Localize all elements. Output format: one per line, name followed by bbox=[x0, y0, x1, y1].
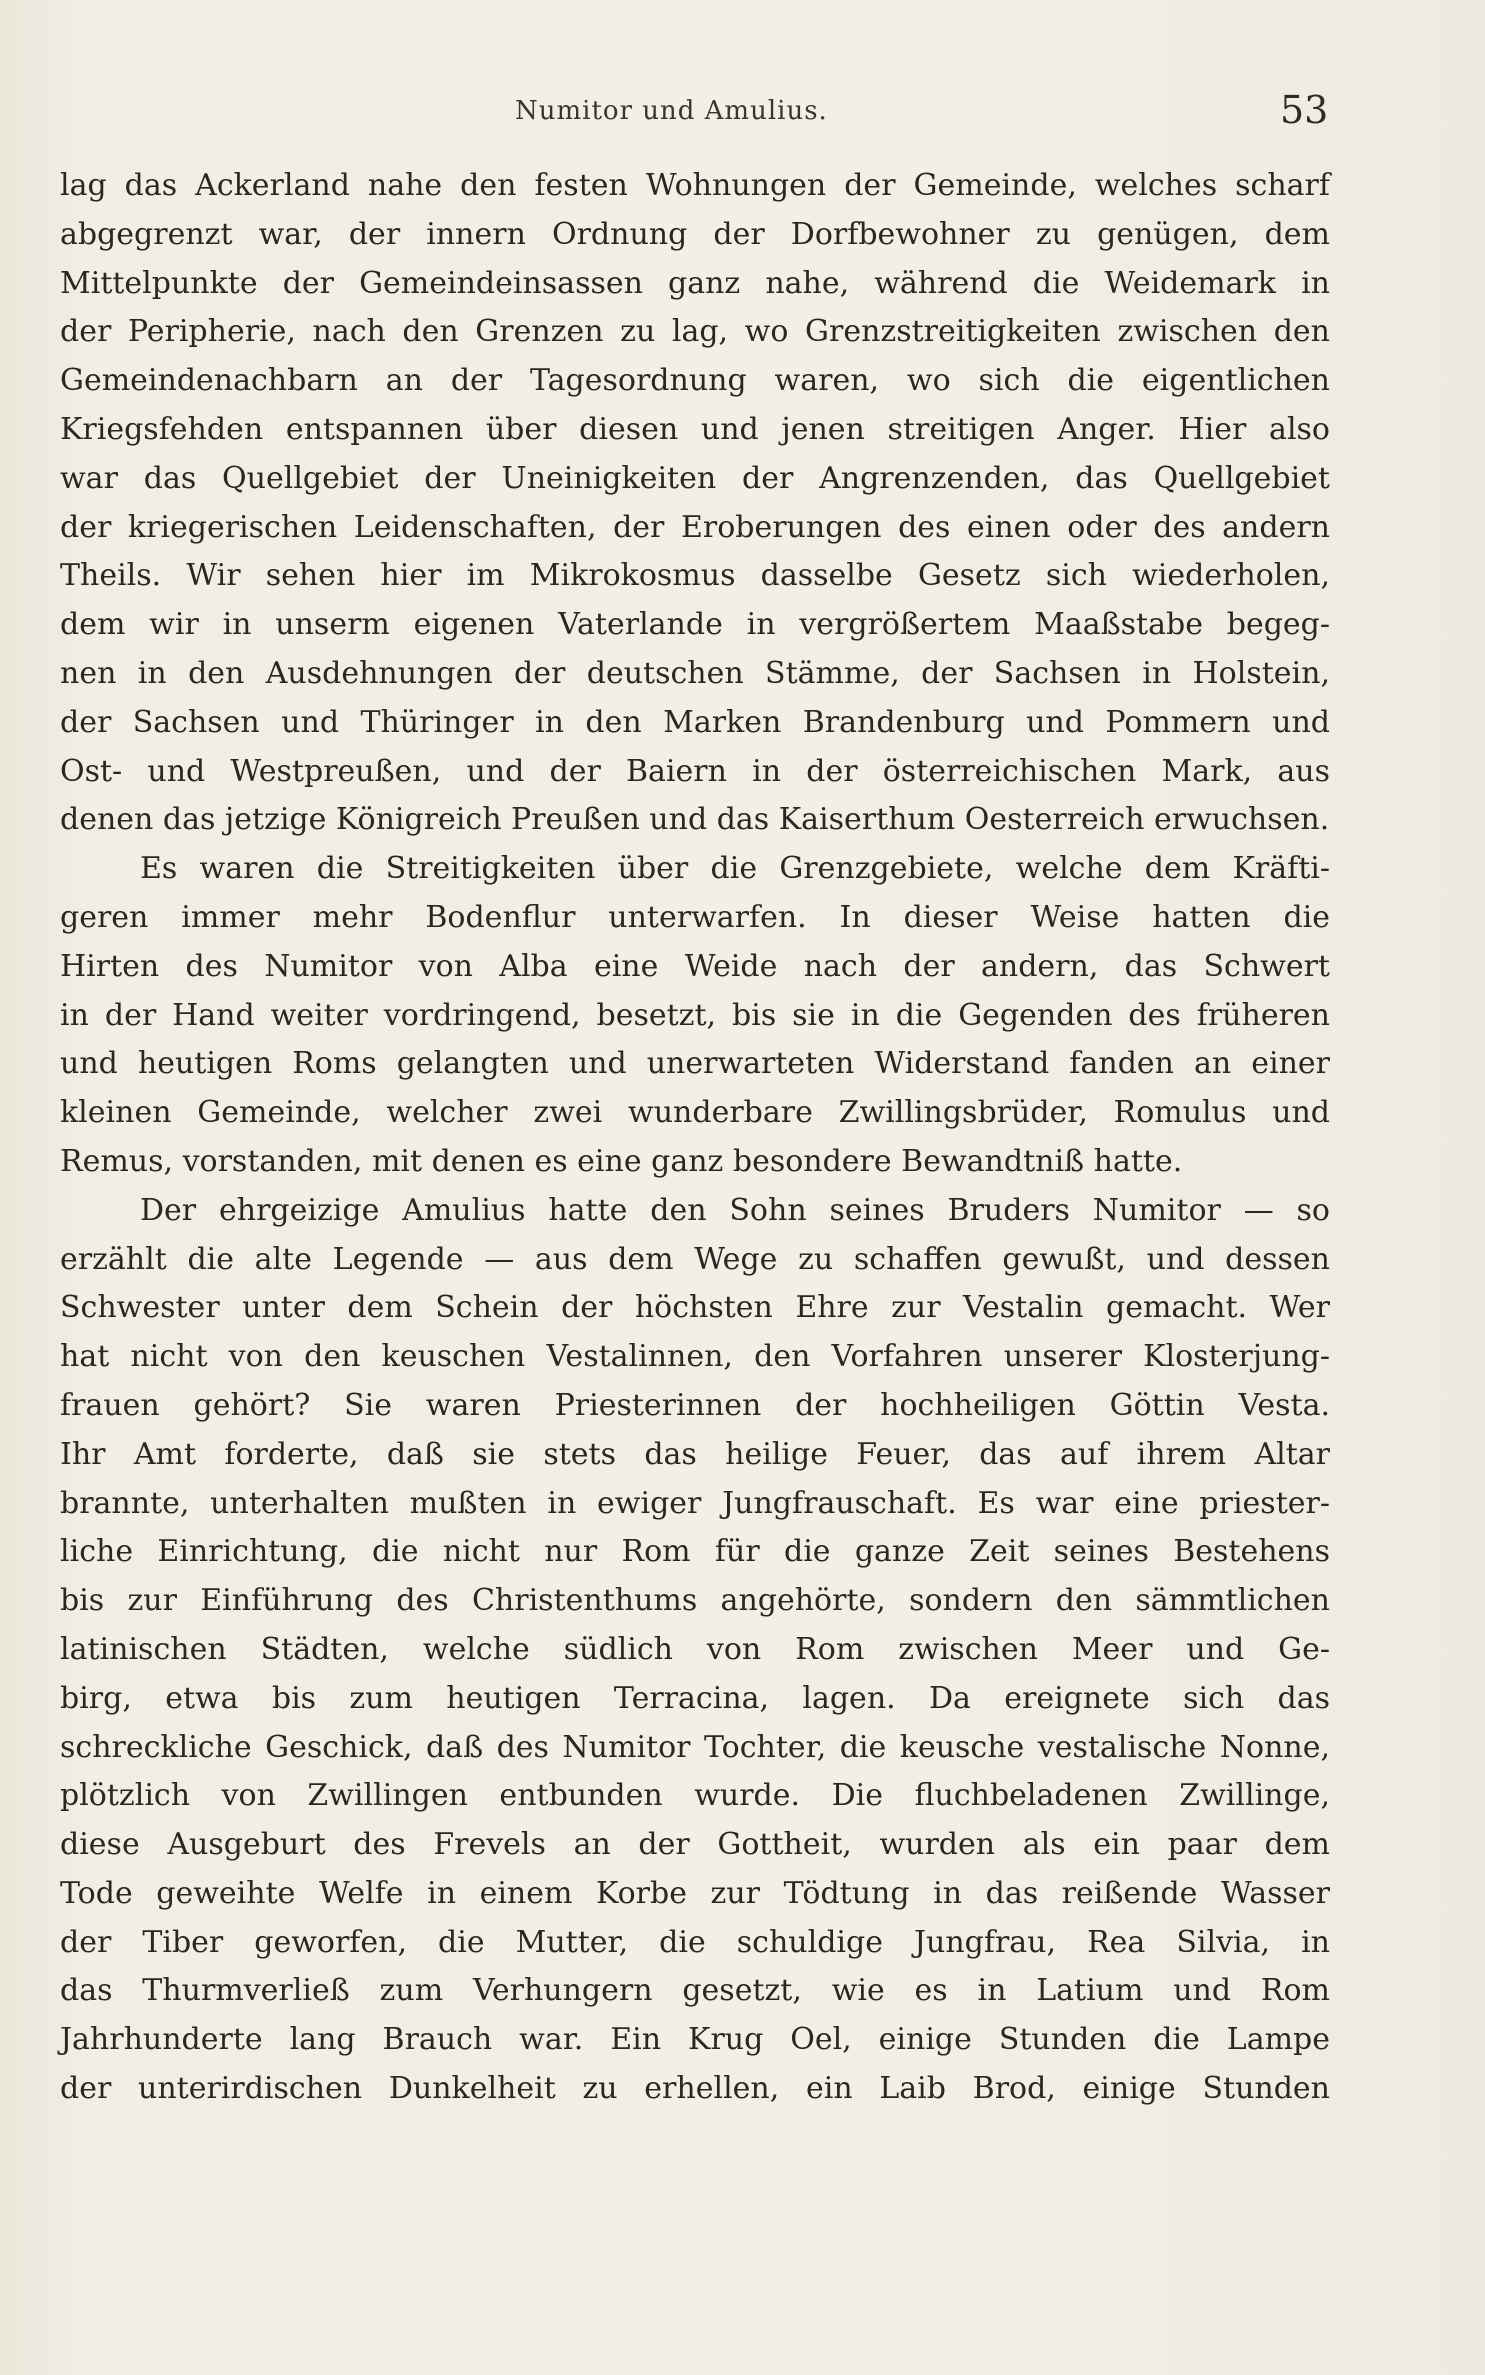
running-title: Numitor und Amulius. bbox=[515, 96, 828, 126]
text-line: Es waren die Streitigkeiten über die Grenzgebiete, welche dem Kräfti- bbox=[140, 851, 1330, 887]
text-line: hat nicht von den keuschen Vestalinnen, den Vorfahren unserer Klosterjung- bbox=[60, 1339, 1330, 1375]
text-line: dem wir in unserm eigenen Vaterlande in vergrößertem Maaßstabe begeg- bbox=[60, 607, 1330, 643]
text-line: geren immer mehr Bodenflur unterwarfen. In dieser Weise hatten die bbox=[60, 899, 1330, 935]
text-line: Ost- und Westpreußen, und der Baiern in der österreichischen Mark, aus bbox=[60, 753, 1330, 789]
text-line: kleinen Gemeinde, welcher zwei wunderbare Zwillingsbrüder, Romulus und bbox=[60, 1095, 1330, 1131]
text-line: Gemeindenachbarn an der Tagesordnung waren, wo sich die eigentlichen bbox=[60, 363, 1330, 399]
text-line: Ihr Amt forderte, daß sie stets das heilige Feuer, das auf ihrem Altar bbox=[60, 1436, 1330, 1472]
text-line: schreckliche Geschick, daß des Numitor Tochter, die keusche vestalische Nonne, bbox=[60, 1729, 1330, 1765]
body-text bbox=[60, 162, 1330, 2114]
text-line: der Tiber geworfen, die Mutter, die schuldige Jungfrau, Rea Silvia, in bbox=[60, 1924, 1330, 1960]
text-line: Der ehrgeizige Amulius hatte den Sohn seines Bruders Numitor — so bbox=[140, 1192, 1330, 1228]
text-line: bis zur Einführung des Christenthums angehörte, sondern den sämmtlichen bbox=[60, 1583, 1330, 1619]
text-line: plötzlich von Zwillingen entbunden wurde. Die fluchbeladenen Zwillinge, bbox=[60, 1778, 1330, 1814]
text-line: in der Hand weiter vordringend, besetzt, bis sie in die Gegenden des früheren bbox=[60, 997, 1330, 1033]
text-line: und heutigen Roms gelangten und unerwarteten Widerstand fanden an einer bbox=[60, 1046, 1330, 1082]
text-line: latinischen Städten, welche südlich von Rom zwischen Meer und Ge- bbox=[60, 1631, 1330, 1667]
text-line: Remus, vorstanden, mit denen es eine ganz besondere Bewandtniß hatte. bbox=[60, 1143, 1183, 1179]
text-line: Mittelpunkte der Gemeindeinsassen ganz nahe, während die Weidemark in bbox=[60, 265, 1330, 301]
text-line: das Thurmverließ zum Verhungern gesetzt, wie es in Latium und Rom bbox=[60, 1973, 1330, 2009]
text-line: lag das Ackerland nahe den festen Wohnungen der Gemeinde, welches scharf bbox=[60, 168, 1330, 203]
text-line: Tode geweihte Welfe in einem Korbe zur Tödtung in das reißende Wasser bbox=[60, 1875, 1330, 1911]
text-line: frauen gehört? Sie waren Priesterinnen der hochheiligen Göttin Vesta. bbox=[60, 1387, 1330, 1423]
text-line: der kriegerischen Leidenschaften, der Eroberungen des einen oder des andern bbox=[60, 509, 1330, 545]
text-line: diese Ausgeburt des Frevels an der Gottheit, wurden als ein paar dem bbox=[60, 1827, 1330, 1863]
text-line: liche Einrichtung, die nicht nur Rom für die ganze Zeit seines Bestehens bbox=[60, 1534, 1330, 1570]
text-line: der Peripherie, nach den Grenzen zu lag, wo Grenzstreitigkeiten zwischen den bbox=[60, 314, 1330, 350]
text-line: abgegrenzt war, der innern Ordnung der Dorfbewohner zu genügen, dem bbox=[60, 216, 1330, 252]
text-line: Jahrhunderte lang Brauch war. Ein Krug Oel, einige Stunden die Lampe bbox=[60, 2022, 1330, 2058]
running-head bbox=[0, 86, 1485, 136]
text-line: Schwester unter dem Schein der höchsten Ehre zur Vestalin gemacht. Wer bbox=[60, 1290, 1330, 1326]
text-line: Theils. Wir sehen hier im Mikrokosmus dasselbe Gesetz sich wiederholen, bbox=[60, 558, 1330, 594]
text-line: der Sachsen und Thüringer in den Marken Brandenburg und Pommern und bbox=[60, 704, 1330, 740]
text-line: war das Quellgebiet der Uneinigkeiten der Angrenzenden, das Quellgebiet bbox=[60, 460, 1330, 496]
text-line: Kriegsfehden entspannen über diesen und jenen streitigen Anger. Hier also bbox=[60, 411, 1330, 447]
text-line: birg, etwa bis zum heutigen Terracina, lagen. Da ereignete sich das bbox=[60, 1680, 1330, 1716]
text-line: Hirten des Numitor von Alba eine Weide nach der andern, das Schwert bbox=[60, 948, 1330, 984]
text-line: nen in den Ausdehnungen der deutschen Stämme, der Sachsen in Holstein, bbox=[60, 655, 1330, 691]
text-line: brannte, unterhalten mußten in ewiger Jungfrauschaft. Es war eine priester- bbox=[60, 1485, 1330, 1521]
text-line: denen das jetzige Königreich Preußen und das Kaiserthum Oesterreich erwuchsen. bbox=[60, 802, 1330, 838]
text-line: der unterirdischen Dunkelheit zu erhellen, ein Laib Brod, einige Stunden bbox=[60, 2071, 1330, 2107]
page-number: 53 bbox=[1280, 88, 1329, 132]
text-line: erzählt die alte Legende — aus dem Wege zu schaffen gewußt, und dessen bbox=[60, 1241, 1330, 1277]
